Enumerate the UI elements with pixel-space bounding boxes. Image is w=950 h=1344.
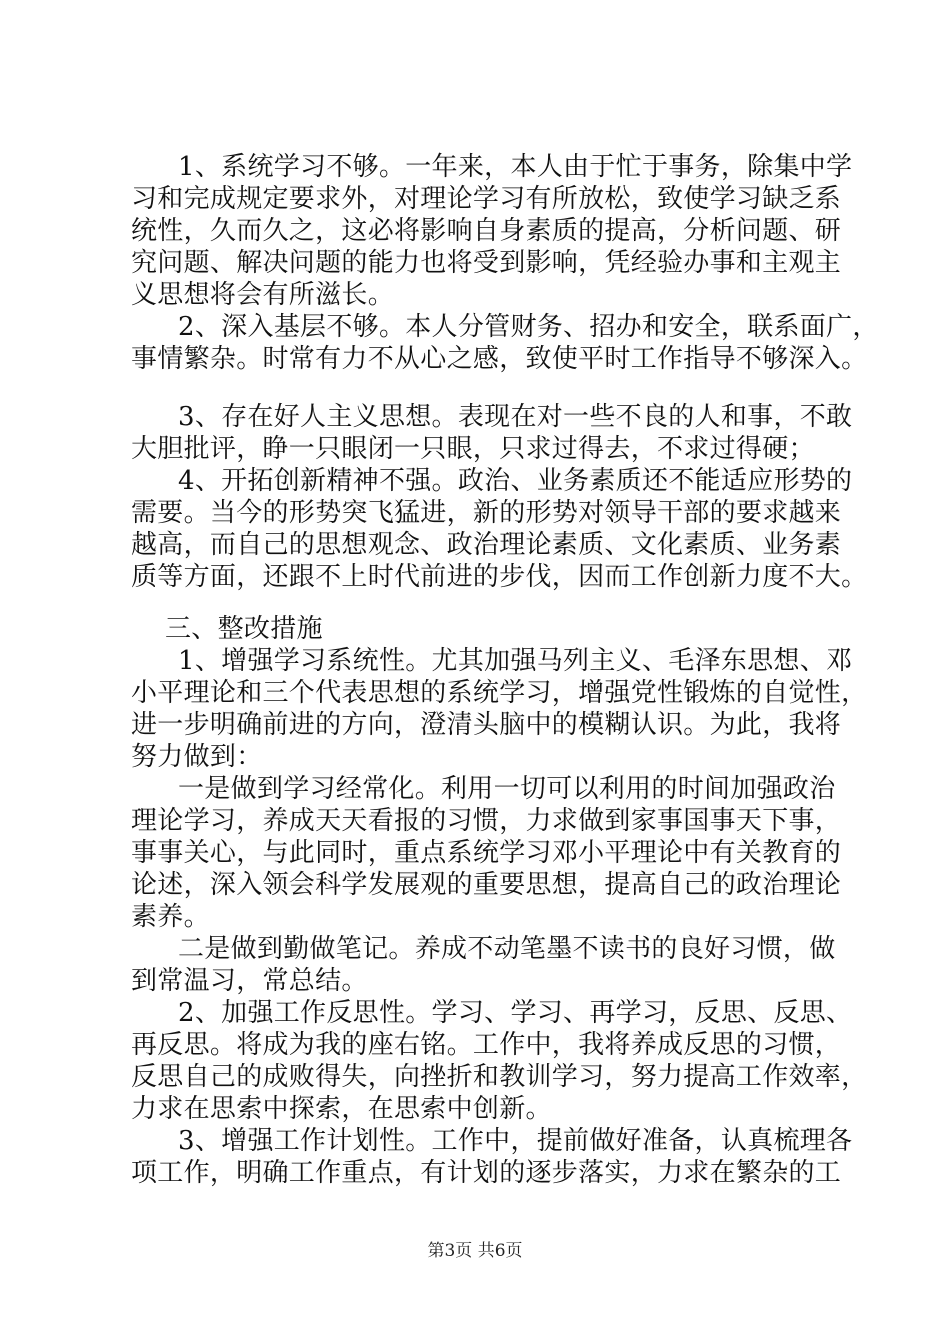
text-line: 究问题、解决问题的能力也将受到影响，凭经验办事和主观主 [131, 248, 842, 278]
text-line: 小平理论和三个代表思想的系统学习，增强党性锻炼的自觉性， [131, 678, 868, 708]
text-line: 2、加强工作反思性。学习、学习、再学习，反思、反思、 [178, 998, 853, 1028]
text-line: 2、深入基层不够。本人分管财务、招办和安全，联系面广， [178, 312, 879, 342]
text-line: 1、增强学习系统性。尤其加强马列主义、毛泽东思想、邓 [178, 646, 853, 676]
text-line: 力求在思索中探索，在思索中创新。 [131, 1094, 552, 1124]
text-line: 义思想将会有所滋长。 [131, 280, 395, 310]
text-line: 素养。 [131, 902, 210, 932]
text-line: 事事关心，与此同时，重点系统学习邓小平理论中有关教育的 [131, 838, 842, 868]
text-line: 需要。当今的形势突飞猛进，新的形势对领导干部的要求越来 [131, 498, 842, 528]
text-line: 1、系统学习不够。一年来，本人由于忙于事务，除集中学 [178, 152, 853, 182]
text-line: 项工作，明确工作重点，有计划的逐步落实，力求在繁杂的工 [131, 1158, 842, 1188]
text-line: 大胆批评，睁一只眼闭一只眼，只求过得去，不求过得硬； [131, 434, 815, 464]
text-line: 一是做到学习经常化。利用一切可以利用的时间加强政治 [178, 774, 836, 804]
text-line: 论述，深入领会科学发展观的重要思想，提高自己的政治理论 [131, 870, 842, 900]
text-line: 3、存在好人主义思想。表现在对一些不良的人和事，不敢 [178, 402, 853, 432]
text-line: 进一步明确前进的方向，澄清头脑中的模糊认识。为此，我将 [131, 710, 842, 740]
text-line: 质等方面，还跟不上时代前进的步伐，因而工作创新力度不大。 [131, 562, 868, 592]
page-number-footer: 第3页 共6页 [427, 1241, 523, 1261]
text-line: 理论学习，养成天天看报的习惯，力求做到家事国事天下事， [131, 806, 842, 836]
text-line: 4、开拓创新精神不强。政治、业务素质还不能适应形势的 [178, 466, 853, 496]
text-line: 统性，久而久之，这必将影响自身素质的提高，分析问题、研 [131, 216, 842, 246]
text-line: 3、增强工作计划性。工作中，提前做好准备，认真梳理各 [178, 1126, 853, 1156]
text-line: 越高，而自己的思想观念、政治理论素质、文化素质、业务素 [131, 530, 842, 560]
text-line: 到常温习，常总结。 [131, 966, 368, 996]
text-line: 事情繁杂。时常有力不从心之感，致使平时工作指导不够深入。 [131, 344, 868, 374]
text-line: 努力做到： [131, 742, 263, 772]
text-line: 二是做到勤做笔记。养成不动笔墨不读书的良好习惯，做 [178, 934, 836, 964]
text-line: 习和完成规定要求外，对理论学习有所放松，致使学习缺乏系 [131, 184, 842, 214]
text-line: 反思自己的成败得失，向挫折和教训学习，努力提高工作效率， [131, 1062, 868, 1092]
text-line: 再反思。将成为我的座右铭。工作中，我将养成反思的习惯， [131, 1030, 842, 1060]
text-line: 三、整改措施 [165, 614, 323, 644]
